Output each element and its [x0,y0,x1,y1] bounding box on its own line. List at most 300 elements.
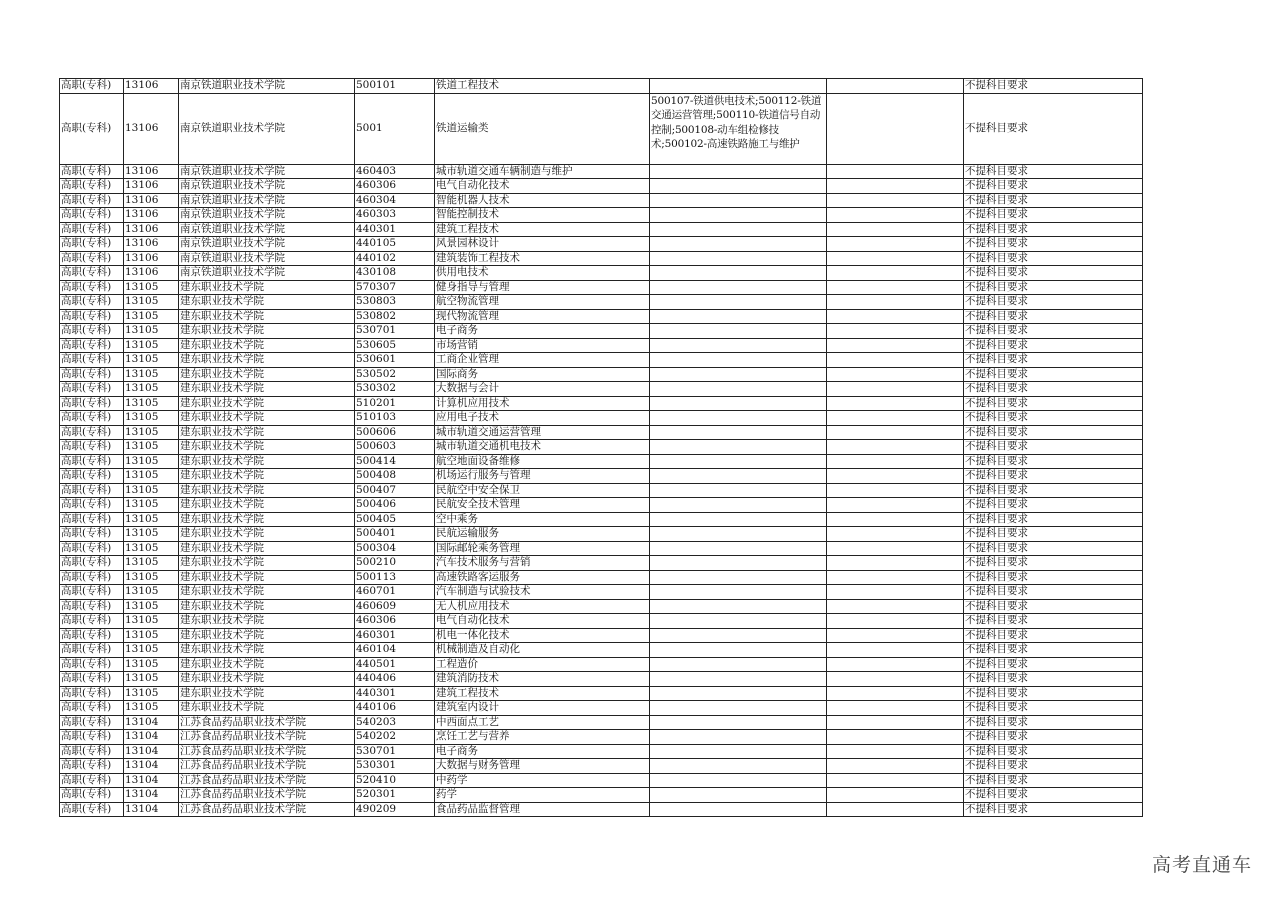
table-row [60,527,1143,542]
included-majors-cell [650,614,827,629]
school-name-cell: 建东职业技术学院 [179,454,355,469]
level-cell: 高职(专科) [60,266,124,281]
major-name-cell: 烹饪工艺与营养 [435,730,650,745]
level-cell: 高职(专科) [60,788,124,803]
major-name-cell: 风景园林设计 [435,237,650,252]
school-name-cell: 建东职业技术学院 [179,657,355,672]
major-name-cell: 电子商务 [435,324,650,339]
school-name-cell: 南京铁道职业技术学院 [179,79,355,94]
school-code-cell: 13105 [124,454,179,469]
subject-requirement-cell: 不提科目要求 [964,411,1143,426]
included-majors-cell: 500107-铁道供电技术;500112-铁道交通运营管理;500110-铁道信号自动控制;500108-动车组检修技术;500102-高速铁路施工与维护 [650,93,827,164]
table-row [60,353,1143,368]
major-code-cell: 530502 [355,367,435,382]
included-majors-cell [650,773,827,788]
school-name-cell: 建东职业技术学院 [179,527,355,542]
level-cell: 高职(专科) [60,614,124,629]
major-name-cell: 国际邮轮乘务管理 [435,541,650,556]
remarks-cell [827,759,964,774]
school-name-cell: 建东职业技术学院 [179,295,355,310]
major-code-cell: 500405 [355,512,435,527]
table-row [60,79,1143,94]
admissions-table [59,78,1143,817]
major-code-cell: 460304 [355,193,435,208]
major-code-cell: 500408 [355,469,435,484]
included-majors-cell [650,483,827,498]
school-name-cell: 江苏食品药品职业技术学院 [179,788,355,803]
level-cell: 高职(专科) [60,570,124,585]
school-code-cell: 13105 [124,498,179,513]
major-code-cell: 500603 [355,440,435,455]
remarks-cell [827,425,964,440]
school-code-cell: 13105 [124,701,179,716]
major-code-cell: 540202 [355,730,435,745]
major-name-cell: 智能机器人技术 [435,193,650,208]
major-code-cell: 500406 [355,498,435,513]
level-cell: 高职(专科) [60,93,124,164]
subject-requirement-cell: 不提科目要求 [964,585,1143,600]
included-majors-cell [650,788,827,803]
major-code-cell: 500304 [355,541,435,556]
major-code-cell: 460403 [355,164,435,179]
major-code-cell: 460609 [355,599,435,614]
subject-requirement-cell: 不提科目要求 [964,295,1143,310]
major-name-cell: 供用电技术 [435,266,650,281]
school-name-cell: 建东职业技术学院 [179,411,355,426]
school-code-cell: 13104 [124,788,179,803]
major-name-cell: 民航安全技术管理 [435,498,650,513]
remarks-cell [827,541,964,556]
school-name-cell: 建东职业技术学院 [179,440,355,455]
included-majors-cell [650,222,827,237]
remarks-cell [827,599,964,614]
major-name-cell: 机电一体化技术 [435,628,650,643]
school-name-cell: 建东职业技术学院 [179,280,355,295]
remarks-cell [827,93,964,164]
major-code-cell: 510201 [355,396,435,411]
subject-requirement-cell: 不提科目要求 [964,324,1143,339]
school-name-cell: 建东职业技术学院 [179,425,355,440]
table-row [60,686,1143,701]
major-code-cell: 530802 [355,309,435,324]
school-name-cell: 建东职业技术学院 [179,382,355,397]
level-cell: 高职(专科) [60,324,124,339]
subject-requirement-cell: 不提科目要求 [964,686,1143,701]
included-majors-cell [650,382,827,397]
table-row [60,425,1143,440]
level-cell: 高职(专科) [60,744,124,759]
remarks-cell [827,498,964,513]
level-cell: 高职(专科) [60,483,124,498]
major-name-cell: 市场营销 [435,338,650,353]
remarks-cell [827,701,964,716]
subject-requirement-cell: 不提科目要求 [964,266,1143,281]
school-code-cell: 13106 [124,266,179,281]
included-majors-cell [650,367,827,382]
level-cell: 高职(专科) [60,222,124,237]
subject-requirement-cell: 不提科目要求 [964,454,1143,469]
remarks-cell [827,411,964,426]
included-majors-cell [650,411,827,426]
level-cell: 高职(专科) [60,309,124,324]
school-name-cell: 建东职业技术学院 [179,309,355,324]
subject-requirement-cell: 不提科目要求 [964,628,1143,643]
remarks-cell [827,570,964,585]
major-name-cell: 建筑室内设计 [435,701,650,716]
remarks-cell [827,353,964,368]
remarks-cell [827,208,964,223]
school-name-cell: 江苏食品药品职业技术学院 [179,759,355,774]
school-code-cell: 13104 [124,773,179,788]
school-code-cell: 13106 [124,79,179,94]
major-name-cell: 药学 [435,788,650,803]
major-name-cell: 民航空中安全保卫 [435,483,650,498]
level-cell: 高职(专科) [60,512,124,527]
level-cell: 高职(专科) [60,556,124,571]
table-row [60,585,1143,600]
subject-requirement-cell: 不提科目要求 [964,251,1143,266]
level-cell: 高职(专科) [60,411,124,426]
remarks-cell [827,367,964,382]
school-name-cell: 建东职业技术学院 [179,512,355,527]
subject-requirement-cell: 不提科目要求 [964,498,1143,513]
table-row [60,251,1143,266]
major-name-cell: 智能控制技术 [435,208,650,223]
major-name-cell: 应用电子技术 [435,411,650,426]
level-cell: 高职(专科) [60,469,124,484]
level-cell: 高职(专科) [60,353,124,368]
level-cell: 高职(专科) [60,193,124,208]
major-code-cell: 460104 [355,643,435,658]
subject-requirement-cell: 不提科目要求 [964,527,1143,542]
school-name-cell: 建东职业技术学院 [179,628,355,643]
school-name-cell: 建东职业技术学院 [179,686,355,701]
subject-requirement-cell: 不提科目要求 [964,353,1143,368]
level-cell: 高职(专科) [60,701,124,716]
level-cell: 高职(专科) [60,280,124,295]
school-code-cell: 13105 [124,338,179,353]
school-name-cell: 建东职业技术学院 [179,614,355,629]
school-code-cell: 13105 [124,367,179,382]
major-code-cell: 440501 [355,657,435,672]
major-code-cell: 500210 [355,556,435,571]
level-cell: 高职(专科) [60,802,124,817]
table-body [60,79,1143,817]
level-cell: 高职(专科) [60,730,124,745]
subject-requirement-cell: 不提科目要求 [964,338,1143,353]
school-code-cell: 13106 [124,93,179,164]
remarks-cell [827,802,964,817]
included-majors-cell [650,237,827,252]
major-name-cell: 大数据与会计 [435,382,650,397]
major-name-cell: 城市轨道交通运营管理 [435,425,650,440]
subject-requirement-cell: 不提科目要求 [964,193,1143,208]
table-row [60,237,1143,252]
remarks-cell [827,744,964,759]
level-cell: 高职(专科) [60,585,124,600]
subject-requirement-cell: 不提科目要求 [964,367,1143,382]
remarks-cell [827,295,964,310]
included-majors-cell [650,396,827,411]
major-code-cell: 500113 [355,570,435,585]
school-name-cell: 南京铁道职业技术学院 [179,193,355,208]
school-code-cell: 13105 [124,469,179,484]
table-row [60,599,1143,614]
subject-requirement-cell: 不提科目要求 [964,396,1143,411]
major-name-cell: 高速铁路客运服务 [435,570,650,585]
subject-requirement-cell: 不提科目要求 [964,802,1143,817]
level-cell: 高职(专科) [60,672,124,687]
level-cell: 高职(专科) [60,628,124,643]
school-name-cell: 建东职业技术学院 [179,672,355,687]
subject-requirement-cell: 不提科目要求 [964,382,1143,397]
major-code-cell: 430108 [355,266,435,281]
remarks-cell [827,469,964,484]
major-code-cell: 530605 [355,338,435,353]
major-name-cell: 铁道运输类 [435,93,650,164]
school-name-cell: 江苏食品药品职业技术学院 [179,773,355,788]
school-code-cell: 13106 [124,208,179,223]
table-row [60,93,1143,164]
included-majors-cell [650,266,827,281]
school-name-cell: 建东职业技术学院 [179,541,355,556]
subject-requirement-cell: 不提科目要求 [964,759,1143,774]
included-majors-cell [650,715,827,730]
subject-requirement-cell: 不提科目要求 [964,469,1143,484]
remarks-cell [827,324,964,339]
major-code-cell: 530301 [355,759,435,774]
included-majors-cell [650,193,827,208]
table-row [60,324,1143,339]
major-code-cell: 440105 [355,237,435,252]
table-row [60,759,1143,774]
remarks-cell [827,280,964,295]
table-row [60,208,1143,223]
school-code-cell: 13106 [124,164,179,179]
school-name-cell: 建东职业技术学院 [179,701,355,716]
major-code-cell: 460301 [355,628,435,643]
school-name-cell: 南京铁道职业技术学院 [179,237,355,252]
included-majors-cell [650,541,827,556]
level-cell: 高职(专科) [60,657,124,672]
table-row [60,454,1143,469]
school-name-cell: 建东职业技术学院 [179,396,355,411]
remarks-cell [827,614,964,629]
level-cell: 高职(专科) [60,179,124,194]
subject-requirement-cell: 不提科目要求 [964,541,1143,556]
remarks-cell [827,657,964,672]
major-name-cell: 食品药品监督管理 [435,802,650,817]
subject-requirement-cell: 不提科目要求 [964,744,1143,759]
included-majors-cell [650,469,827,484]
school-name-cell: 南京铁道职业技术学院 [179,251,355,266]
major-code-cell: 460701 [355,585,435,600]
major-code-cell: 440102 [355,251,435,266]
level-cell: 高职(专科) [60,440,124,455]
school-code-cell: 13105 [124,657,179,672]
included-majors-cell [650,657,827,672]
major-name-cell: 国际商务 [435,367,650,382]
remarks-cell [827,483,964,498]
major-code-cell: 520410 [355,773,435,788]
school-code-cell: 13104 [124,715,179,730]
major-code-cell: 520301 [355,788,435,803]
table-row [60,643,1143,658]
school-code-cell: 13105 [124,483,179,498]
subject-requirement-cell: 不提科目要求 [964,730,1143,745]
subject-requirement-cell: 不提科目要求 [964,440,1143,455]
level-cell: 高职(专科) [60,643,124,658]
subject-requirement-cell: 不提科目要求 [964,237,1143,252]
table-row [60,483,1143,498]
remarks-cell [827,527,964,542]
included-majors-cell [650,425,827,440]
major-name-cell: 城市轨道交通车辆制造与维护 [435,164,650,179]
remarks-cell [827,382,964,397]
level-cell: 高职(专科) [60,527,124,542]
major-name-cell: 健身指导与管理 [435,280,650,295]
school-code-cell: 13106 [124,179,179,194]
school-code-cell: 13105 [124,585,179,600]
major-code-cell: 570307 [355,280,435,295]
remarks-cell [827,585,964,600]
included-majors-cell [650,599,827,614]
school-name-cell: 建东职业技术学院 [179,599,355,614]
included-majors-cell [650,556,827,571]
subject-requirement-cell: 不提科目要求 [964,179,1143,194]
subject-requirement-cell: 不提科目要求 [964,483,1143,498]
remarks-cell [827,79,964,94]
included-majors-cell [650,454,827,469]
school-name-cell: 建东职业技术学院 [179,585,355,600]
included-majors-cell [650,164,827,179]
subject-requirement-cell: 不提科目要求 [964,570,1143,585]
major-code-cell: 530803 [355,295,435,310]
subject-requirement-cell: 不提科目要求 [964,79,1143,94]
table-row [60,295,1143,310]
subject-requirement-cell: 不提科目要求 [964,715,1143,730]
level-cell: 高职(专科) [60,715,124,730]
table-row [60,179,1143,194]
major-name-cell: 中西面点工艺 [435,715,650,730]
major-code-cell: 440406 [355,672,435,687]
school-code-cell: 13105 [124,570,179,585]
subject-requirement-cell: 不提科目要求 [964,93,1143,164]
remarks-cell [827,643,964,658]
included-majors-cell [650,295,827,310]
included-majors-cell [650,251,827,266]
table-row [60,266,1143,281]
level-cell: 高职(专科) [60,237,124,252]
school-name-cell: 建东职业技术学院 [179,643,355,658]
major-name-cell: 民航运输服务 [435,527,650,542]
school-name-cell: 建东职业技术学院 [179,324,355,339]
major-code-cell: 440301 [355,686,435,701]
school-code-cell: 13105 [124,556,179,571]
level-cell: 高职(专科) [60,367,124,382]
major-code-cell: 510103 [355,411,435,426]
subject-requirement-cell: 不提科目要求 [964,788,1143,803]
remarks-cell [827,454,964,469]
remarks-cell [827,266,964,281]
school-name-cell: 江苏食品药品职业技术学院 [179,744,355,759]
level-cell: 高职(专科) [60,382,124,397]
major-name-cell: 工商企业管理 [435,353,650,368]
included-majors-cell [650,512,827,527]
included-majors-cell [650,628,827,643]
school-code-cell: 13105 [124,541,179,556]
major-code-cell: 440301 [355,222,435,237]
included-majors-cell [650,324,827,339]
school-code-cell: 13104 [124,744,179,759]
level-cell: 高职(专科) [60,686,124,701]
school-name-cell: 建东职业技术学院 [179,570,355,585]
major-code-cell: 460306 [355,614,435,629]
major-code-cell: 460303 [355,208,435,223]
table-row [60,164,1143,179]
major-name-cell: 无人机应用技术 [435,599,650,614]
subject-requirement-cell: 不提科目要求 [964,208,1143,223]
major-name-cell: 航空地面设备维修 [435,454,650,469]
level-cell: 高职(专科) [60,396,124,411]
school-code-cell: 13105 [124,527,179,542]
included-majors-cell [650,585,827,600]
major-name-cell: 铁道工程技术 [435,79,650,94]
table-row [60,541,1143,556]
major-name-cell: 航空物流管理 [435,295,650,310]
subject-requirement-cell: 不提科目要求 [964,222,1143,237]
major-name-cell: 电子商务 [435,744,650,759]
school-name-cell: 建东职业技术学院 [179,498,355,513]
level-cell: 高职(专科) [60,251,124,266]
included-majors-cell [650,672,827,687]
level-cell: 高职(专科) [60,773,124,788]
major-name-cell: 电气自动化技术 [435,614,650,629]
major-name-cell: 机械制造及自动化 [435,643,650,658]
level-cell: 高职(专科) [60,541,124,556]
subject-requirement-cell: 不提科目要求 [964,425,1143,440]
school-name-cell: 南京铁道职业技术学院 [179,222,355,237]
school-name-cell: 建东职业技术学院 [179,556,355,571]
included-majors-cell [650,79,827,94]
subject-requirement-cell: 不提科目要求 [964,672,1143,687]
remarks-cell [827,672,964,687]
major-name-cell: 建筑消防技术 [435,672,650,687]
level-cell: 高职(专科) [60,338,124,353]
table-row [60,788,1143,803]
major-code-cell: 460306 [355,179,435,194]
table-row [60,338,1143,353]
major-code-cell: 500407 [355,483,435,498]
school-code-cell: 13106 [124,193,179,208]
major-code-cell: 500414 [355,454,435,469]
school-code-cell: 13106 [124,251,179,266]
included-majors-cell [650,440,827,455]
school-name-cell: 建东职业技术学院 [179,367,355,382]
major-name-cell: 汽车技术服务与营销 [435,556,650,571]
school-code-cell: 13105 [124,512,179,527]
school-name-cell: 建东职业技术学院 [179,469,355,484]
remarks-cell [827,628,964,643]
table-row [60,672,1143,687]
major-name-cell: 空中乘务 [435,512,650,527]
table-row [60,280,1143,295]
subject-requirement-cell: 不提科目要求 [964,599,1143,614]
remarks-cell [827,440,964,455]
subject-requirement-cell: 不提科目要求 [964,164,1143,179]
table-row [60,730,1143,745]
major-code-cell: 540203 [355,715,435,730]
